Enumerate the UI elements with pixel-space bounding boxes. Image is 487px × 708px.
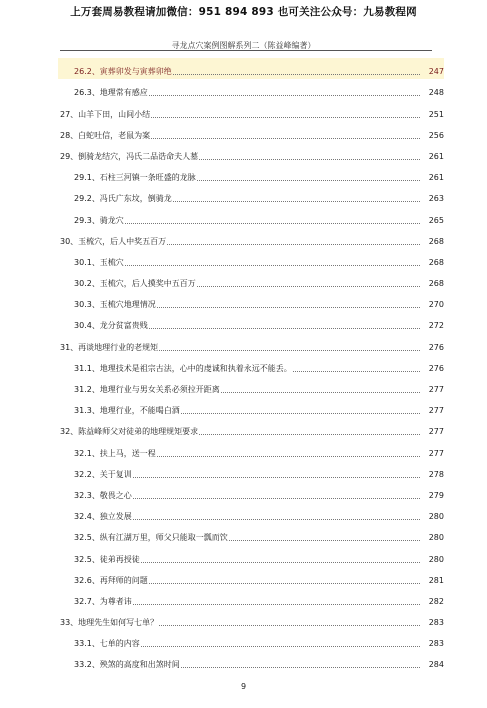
toc-entry-page: 268 bbox=[428, 236, 444, 246]
toc-entry-title: 28、白蛇吐信，老鼠为案 bbox=[60, 130, 151, 140]
top-banner: 上万套周易教程请加微信：951 894 893 也可关注公众号：九易教程网 bbox=[70, 6, 417, 18]
toc-entry[interactable] bbox=[60, 545, 444, 566]
toc-entry-title: 30、玉梳穴，后人中奖五百万 bbox=[60, 236, 167, 246]
toc-entry-title: 32.1、扶上马，送一程 bbox=[74, 448, 156, 458]
toc-entry[interactable] bbox=[60, 164, 444, 185]
toc-entry[interactable] bbox=[60, 461, 444, 482]
dot-leader bbox=[159, 350, 420, 351]
toc-entry[interactable] bbox=[60, 79, 444, 100]
dot-leader bbox=[149, 583, 420, 584]
toc-entry[interactable] bbox=[60, 418, 444, 439]
dot-leader bbox=[173, 201, 420, 202]
dot-leader bbox=[157, 307, 420, 308]
toc-entry-page: 251 bbox=[428, 109, 444, 119]
toc-entry-title: 32.5、徒弟再授徒 bbox=[74, 554, 140, 564]
toc-entry-page: 247 bbox=[428, 67, 444, 77]
toc-entry-title: 30.2、玉梳穴，后人摸奖中五百万 bbox=[74, 279, 196, 289]
dot-leader bbox=[293, 371, 420, 372]
toc-entry[interactable] bbox=[60, 567, 444, 588]
toc-entry-title: 32.2、关于复训 bbox=[74, 469, 132, 479]
toc-entry[interactable] bbox=[60, 270, 444, 291]
toc-entry[interactable] bbox=[60, 651, 444, 672]
toc-entry[interactable] bbox=[60, 609, 444, 630]
dot-leader bbox=[151, 138, 420, 139]
toc-entry-title: 26.3、地理常有感应 bbox=[74, 88, 148, 98]
toc-entry-page: 268 bbox=[428, 279, 444, 289]
toc-entry-title: 30.3、玉梳穴地理情况 bbox=[74, 300, 156, 310]
toc-entry[interactable] bbox=[60, 312, 444, 333]
toc-entry-title: 32.7、为尊者讳 bbox=[74, 596, 132, 606]
toc-entry[interactable] bbox=[60, 333, 444, 354]
dot-leader bbox=[157, 456, 420, 457]
dot-leader bbox=[167, 244, 420, 245]
table-of-contents bbox=[60, 58, 444, 672]
toc-entry-page: 276 bbox=[428, 342, 444, 352]
dot-leader bbox=[133, 604, 420, 605]
dot-leader bbox=[149, 95, 420, 96]
toc-entry[interactable] bbox=[60, 185, 444, 206]
dot-leader bbox=[173, 74, 420, 75]
toc-entry-title: 29、倒骑龙结穴，冯氏二品诰命夫人墓 bbox=[60, 151, 199, 161]
dot-leader bbox=[197, 286, 420, 287]
toc-entry-page: 277 bbox=[428, 385, 444, 394]
dot-leader bbox=[125, 223, 420, 224]
toc-entry-page: 261 bbox=[428, 151, 444, 161]
dot-leader bbox=[199, 434, 420, 435]
toc-entry-page: 268 bbox=[428, 257, 444, 267]
toc-entry-page: 277 bbox=[428, 448, 444, 458]
toc-entry-page: 276 bbox=[428, 363, 444, 373]
dot-leader bbox=[181, 667, 420, 668]
toc-entry-page: 279 bbox=[428, 490, 444, 500]
toc-entry-page: 270 bbox=[428, 300, 444, 310]
toc-entry-page: 282 bbox=[428, 596, 444, 606]
running-header: 寻龙点穴案例图解系列二（陈益峰编著） bbox=[171, 41, 316, 50]
page-number: 9 bbox=[240, 682, 247, 691]
dot-leader bbox=[197, 180, 420, 181]
toc-entry[interactable] bbox=[60, 630, 444, 651]
toc-entry-page: 283 bbox=[428, 618, 444, 628]
toc-entry-page: 261 bbox=[428, 173, 444, 183]
toc-entry-page: 284 bbox=[428, 660, 444, 670]
toc-entry[interactable] bbox=[60, 482, 444, 503]
toc-entry-page: 248 bbox=[428, 88, 444, 98]
toc-entry-title: 30.4、龙分贫富贵贱 bbox=[74, 321, 148, 331]
toc-entry[interactable] bbox=[60, 291, 444, 312]
toc-entry[interactable] bbox=[60, 397, 444, 418]
header-rule bbox=[60, 50, 432, 51]
toc-entry-title: 30.1、玉梳穴 bbox=[74, 257, 124, 267]
toc-entry-page: 277 bbox=[428, 427, 444, 437]
toc-entry-title: 32.3、敬畏之心 bbox=[74, 490, 132, 500]
dot-leader bbox=[149, 328, 420, 329]
dot-leader bbox=[141, 646, 420, 647]
toc-entry-page: 283 bbox=[428, 639, 444, 649]
toc-entry[interactable] bbox=[58, 58, 444, 79]
toc-entry[interactable] bbox=[60, 439, 444, 460]
dot-leader bbox=[181, 413, 420, 414]
toc-entry-title: 29.1、石柱三河镇一条旺盛的龙脉 bbox=[74, 173, 196, 183]
toc-entry[interactable] bbox=[60, 588, 444, 609]
toc-entry-title: 32.6、再拜师的问题 bbox=[74, 575, 148, 585]
toc-entry[interactable] bbox=[60, 206, 444, 227]
toc-entry[interactable] bbox=[60, 503, 444, 524]
toc-entry-page: 263 bbox=[428, 194, 444, 204]
dot-leader bbox=[133, 498, 420, 499]
toc-entry[interactable] bbox=[60, 143, 444, 164]
dot-leader bbox=[125, 265, 420, 266]
dot-leader bbox=[141, 562, 420, 563]
dot-leader bbox=[229, 540, 420, 541]
dot-leader bbox=[133, 477, 420, 478]
toc-entry-title: 32.5、纵有江湖万里，师父只能取一瓢而饮 bbox=[74, 533, 228, 543]
toc-entry-title: 26.2、寅葬卯发与寅葬卯绝 bbox=[74, 67, 172, 77]
toc-entry[interactable] bbox=[60, 228, 444, 249]
toc-entry-title: 32.4、独立发展 bbox=[74, 512, 132, 522]
toc-entry-title: 33.2、殃煞的高度和出煞时间 bbox=[74, 660, 180, 670]
toc-entry-title: 27、山羊下田，山间小结 bbox=[60, 109, 151, 119]
toc-entry-title: 31.1、地理技术是祖宗古法，心中的虔诚和执着永远不能丢。 bbox=[74, 363, 292, 373]
toc-entry[interactable] bbox=[60, 100, 444, 121]
toc-entry-title: 32、陈益峰师父对徒弟的地理规矩要求 bbox=[60, 427, 199, 437]
toc-entry[interactable] bbox=[60, 524, 444, 545]
toc-entry-title: 31.2、地理行业与男女关系必须拉开距离 bbox=[74, 385, 220, 394]
toc-entry-page: 265 bbox=[428, 215, 444, 225]
toc-entry-title: 33.1、七单的内容 bbox=[74, 639, 140, 649]
toc-entry[interactable] bbox=[60, 355, 444, 376]
toc-entry[interactable] bbox=[60, 376, 444, 397]
toc-entry-page: 280 bbox=[428, 512, 444, 522]
toc-entry[interactable] bbox=[60, 249, 444, 270]
toc-entry[interactable] bbox=[60, 122, 444, 143]
toc-entry-title: 29.2、冯氏广东坟，倒骑龙 bbox=[74, 194, 172, 204]
toc-entry-page: 280 bbox=[428, 554, 444, 564]
toc-entry-page: 256 bbox=[428, 130, 444, 140]
dot-leader bbox=[159, 625, 420, 626]
toc-entry-title: 31、再谈地理行业的老规矩 bbox=[60, 342, 159, 352]
toc-entry-title: 29.3、骑龙穴 bbox=[74, 215, 124, 225]
toc-entry-page: 280 bbox=[428, 533, 444, 543]
dot-leader bbox=[133, 519, 420, 520]
dot-leader bbox=[199, 159, 420, 160]
toc-entry-page: 277 bbox=[428, 406, 444, 416]
toc-entry-page: 278 bbox=[428, 469, 444, 479]
dot-leader bbox=[221, 392, 420, 393]
toc-entry-title: 33、地理先生如何写七单？ bbox=[60, 618, 159, 628]
toc-entry-page: 281 bbox=[428, 575, 444, 585]
toc-entry-title: 31.3、地理行业，不能喝白酒 bbox=[74, 406, 180, 416]
toc-entry-page: 272 bbox=[428, 321, 444, 331]
dot-leader bbox=[151, 117, 420, 118]
